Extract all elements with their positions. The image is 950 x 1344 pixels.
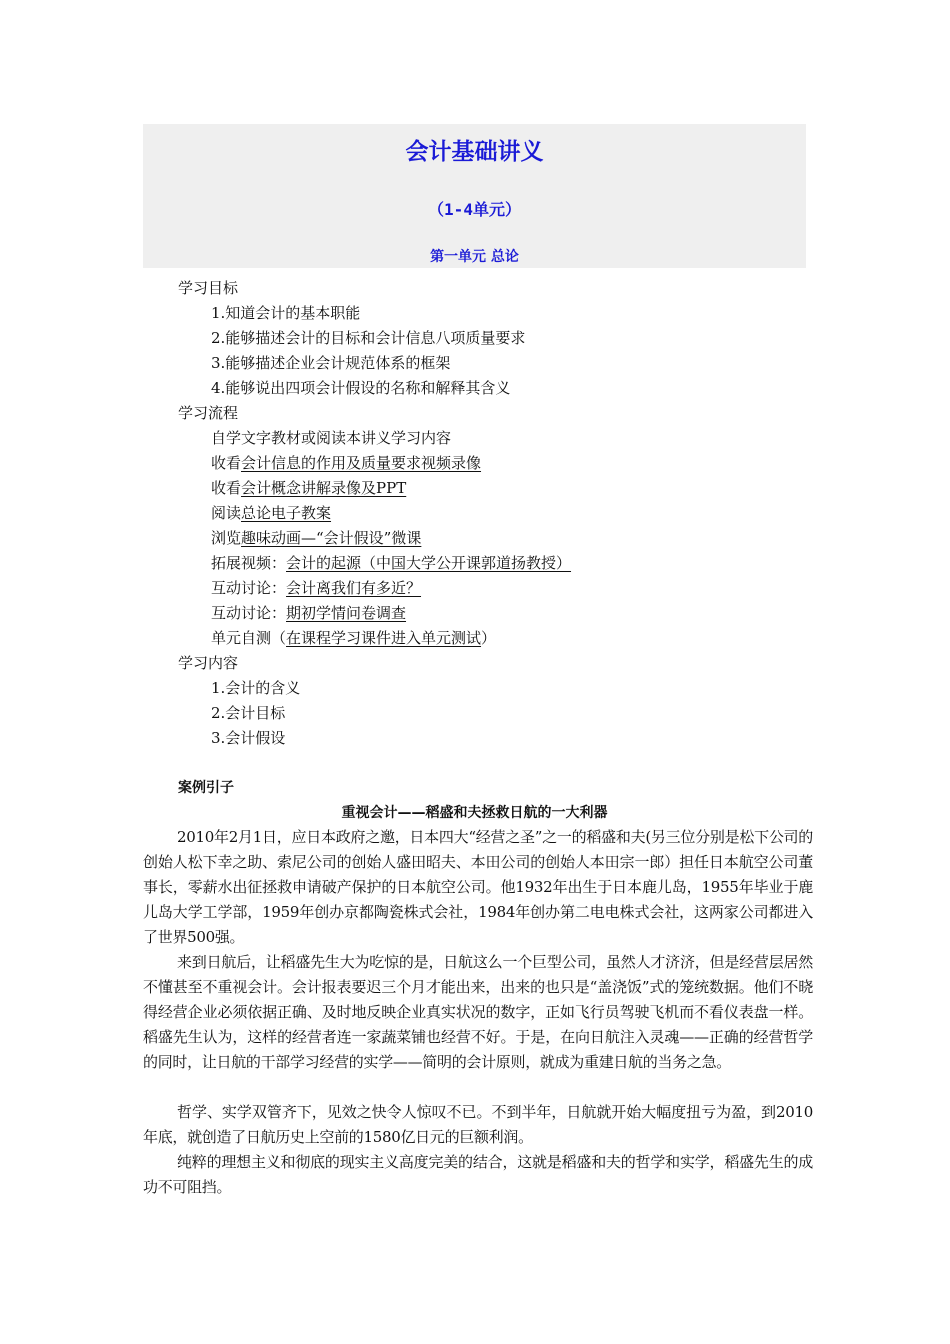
unit-title: 第一单元 总论	[430, 249, 519, 265]
case-paragraph: 哲学、实学双管齐下，见效之快令人惊叹不已。不到半年，日航就开始大幅度扭亏为盈，到2010年底，就创造了日航历史上空前的1580亿日元的巨额利润。	[143, 1103, 813, 1146]
document-title: 会计基础讲义	[405, 139, 544, 165]
content-heading: 学习内容	[178, 654, 239, 672]
process-item-text: 收看	[211, 454, 242, 472]
document-subtitle: （1-4单元）	[428, 200, 521, 219]
process-item-text: 浏览	[211, 529, 242, 547]
process-item	[211, 526, 421, 551]
extension-video-link[interactable]: 会计的起源（中国大学公开课郭道扬教授）	[286, 554, 572, 572]
case-title: 重视会计——稻盛和夫拯救日航的一大利器	[341, 805, 608, 821]
process-item-text: 自学文字教材或阅读本讲义学习内容	[211, 429, 452, 447]
content-item: 1.会计的含义	[211, 679, 301, 697]
process-item-text: 互动讨论：	[211, 579, 287, 597]
content-item: 2.会计目标	[211, 704, 286, 722]
lesson-plan-link[interactable]: 总论电子教案	[241, 504, 332, 522]
process-item	[211, 501, 331, 526]
content-item: 3.会计假设	[211, 729, 286, 747]
process-item-text: 拓展视频：	[211, 554, 287, 572]
process-heading: 学习流程	[178, 404, 239, 422]
process-item-text: 收看	[211, 479, 242, 497]
objective-item: 2.能够描述会计的目标和会计信息八项质量要求	[211, 329, 526, 347]
discussion-link[interactable]: 会计离我们有多近？	[286, 579, 422, 597]
process-item-text: 互动讨论：	[211, 604, 287, 622]
self-test-link[interactable]: 在课程学习课件进入单元测试	[286, 629, 482, 647]
case-heading: 案例引子	[178, 780, 234, 796]
survey-link[interactable]: 期初学情问卷调查	[286, 604, 407, 622]
ppt-link[interactable]: 会计概念讲解录像及PPT	[241, 479, 407, 497]
objective-item: 3.能够描述企业会计规范体系的框架	[211, 354, 451, 372]
case-paragraph: 来到日航后，让稻盛先生大为吃惊的是，日航这么一个巨型公司，虽然人才济济，但是经营层居然不懂甚至不重视会计。会计报表要迟三个月才能出来，出来的也只是“盖浇饭”式的笼统数据。他们不晓得经营企业必须依据正确、及时地反映企业真实状况的数字，正如飞行员驾驶飞机而不看仪表盘一样。稻盛先生认为，这样的经营者连一家蔬菜铺也经营不好。于是，在向日航注入灵魂——正确的经营哲学的同时，让日航的干部学习经营的实学——简明的会计原则，就成为重建日航的当务之急。	[143, 953, 813, 1071]
process-item	[211, 576, 421, 601]
video-link[interactable]: 会计信息的作用及质量要求视频录像	[241, 454, 482, 472]
animation-link[interactable]: 趣味动画—“会计假设”微课	[241, 529, 422, 547]
objectives-heading: 学习目标	[178, 279, 239, 297]
process-item	[211, 626, 496, 651]
objective-item: 4.能够说出四项会计假设的名称和解释其含义	[211, 379, 511, 397]
case-paragraph: 纯粹的理想主义和彻底的现实主义高度完美的结合，这就是稻盛和夫的哲学和实学，稻盛先生的成功不可阻挡。	[143, 1153, 813, 1196]
process-item	[211, 551, 571, 576]
process-item	[211, 426, 451, 451]
process-item-text: 单元自测（	[211, 629, 287, 647]
process-item	[211, 451, 481, 476]
process-item-text: 阅读	[211, 504, 242, 522]
process-item-text: ）	[481, 629, 497, 647]
case-paragraph: 2010年2月1日，应日本政府之邀，日本四大“经营之圣”之一的稻盛和夫(另三位分别是松下公司的创始人松下幸之助、索尼公司的创始人盛田昭夫、本田公司的创始人本田宗一郎）担任日本航空公司董事长，零薪水出征拯救申请破产保护的日本航空公司。他1932年出生于日本鹿儿岛，1955年毕业于鹿儿岛大学工学部，1959年创办京都陶瓷株式会社，1984年创办第二电电株式会社，这两家公司都进入了世界500强。	[143, 828, 813, 946]
objective-item: 1.知道会计的基本职能	[211, 304, 361, 322]
process-item	[211, 476, 406, 501]
process-item	[211, 601, 406, 626]
